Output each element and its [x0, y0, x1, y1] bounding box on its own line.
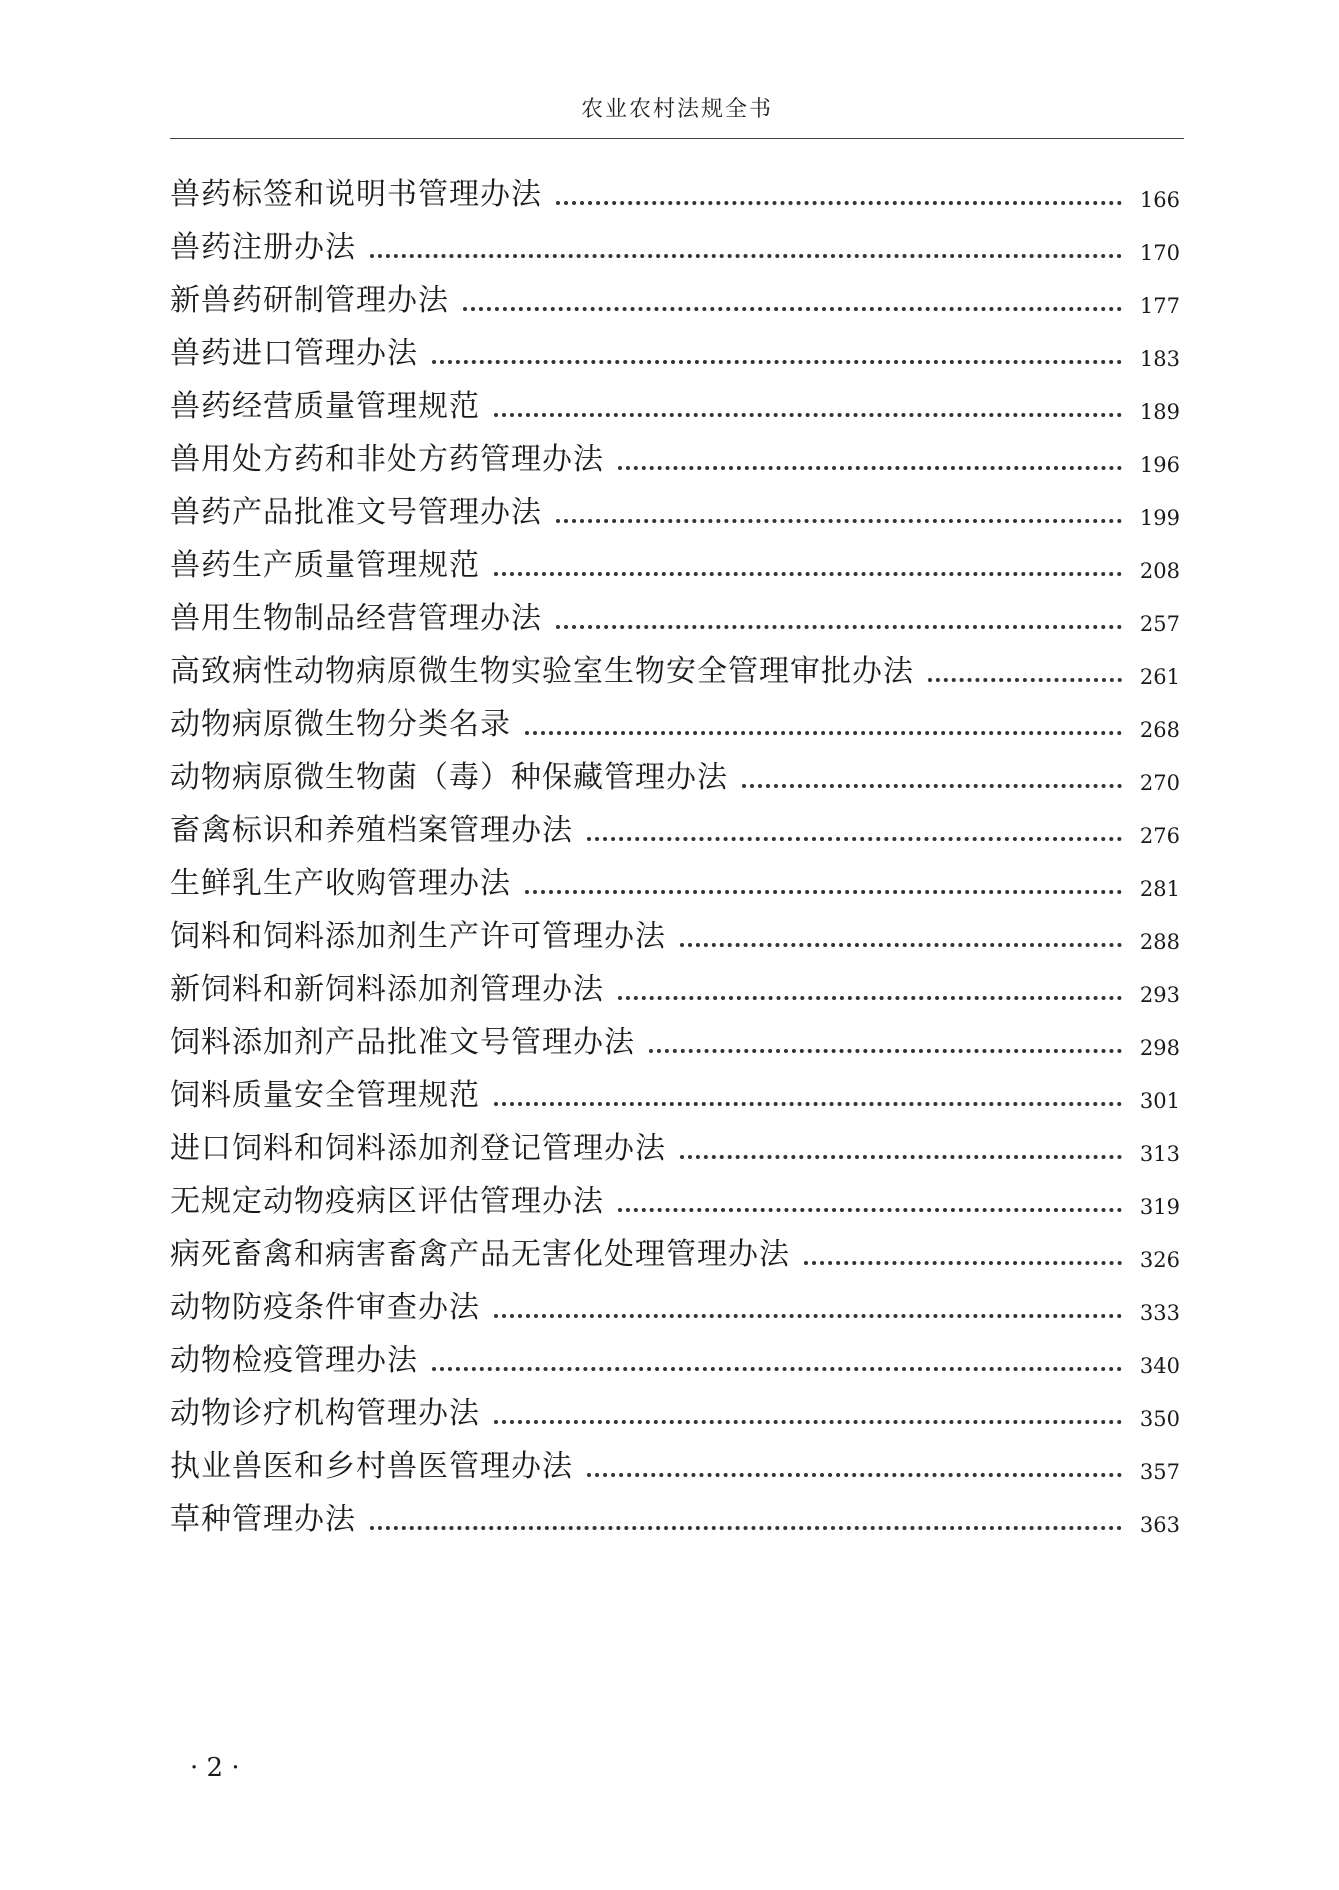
toc-entry[interactable] [170, 957, 1180, 1010]
toc-entry[interactable] [170, 1275, 1180, 1328]
toc-entry-title: 兽药进口管理办法 [170, 336, 418, 371]
toc-entry-page-number: 183 [1139, 347, 1180, 371]
toc-entry-page-number: 301 [1139, 1089, 1180, 1113]
dot-leader [494, 1314, 1122, 1318]
toc-entry-title: 动物病原微生物分类名录 [170, 707, 511, 742]
toc-entry[interactable] [170, 1063, 1180, 1116]
toc-entry-title: 动物病原微生物菌（毒）种保藏管理办法 [170, 760, 728, 795]
toc-entry-page-number: 293 [1139, 983, 1180, 1007]
toc-entry[interactable] [170, 1116, 1180, 1169]
dot-leader [928, 678, 1122, 682]
toc-entry-title: 进口饲料和饲料添加剂登记管理办法 [170, 1131, 666, 1166]
toc-entry-page-number: 170 [1139, 241, 1180, 265]
toc-entry-title: 生鲜乳生产收购管理办法 [170, 866, 511, 901]
toc-entry[interactable] [170, 480, 1180, 533]
toc-entry[interactable] [170, 745, 1180, 798]
toc-entry-title: 执业兽医和乡村兽医管理办法 [170, 1449, 573, 1484]
toc-entry-page-number: 270 [1139, 771, 1180, 795]
toc-entry-title: 动物诊疗机构管理办法 [170, 1396, 480, 1431]
toc-entry[interactable] [170, 533, 1180, 586]
toc-entry[interactable] [170, 586, 1180, 639]
toc-entry-page-number: 257 [1139, 612, 1180, 636]
dot-leader [494, 572, 1122, 576]
toc-entry-title: 动物检疫管理办法 [170, 1343, 418, 1378]
toc-entry-title: 饲料质量安全管理规范 [170, 1078, 480, 1113]
toc-entry[interactable] [170, 1222, 1180, 1275]
dot-leader [649, 1049, 1122, 1053]
table-of-contents [170, 162, 1180, 1540]
dot-leader [556, 625, 1122, 629]
toc-entry-title: 兽药注册办法 [170, 230, 356, 265]
toc-entry-title: 饲料添加剂产品批准文号管理办法 [170, 1025, 635, 1060]
toc-entry-page-number: 350 [1139, 1407, 1180, 1431]
toc-entry-page-number: 288 [1139, 930, 1180, 954]
toc-entry[interactable] [170, 162, 1180, 215]
dot-leader [587, 837, 1122, 841]
toc-entry-page-number: 298 [1139, 1036, 1180, 1060]
dot-leader [370, 254, 1122, 258]
toc-entry-title: 无规定动物疫病区评估管理办法 [170, 1184, 604, 1219]
toc-entry-page-number: 208 [1139, 559, 1180, 583]
toc-entry-title: 兽药产品批准文号管理办法 [170, 495, 542, 530]
page-number: · 2 · [190, 1753, 240, 1783]
dot-leader [618, 1208, 1122, 1212]
dot-leader [494, 1420, 1122, 1424]
dot-leader [587, 1473, 1122, 1477]
toc-entry-page-number: 177 [1139, 294, 1180, 318]
toc-entry-page-number: 326 [1139, 1248, 1180, 1272]
toc-entry[interactable] [170, 692, 1180, 745]
dot-leader [618, 466, 1122, 470]
toc-entry-page-number: 268 [1139, 718, 1180, 742]
dot-leader [556, 201, 1122, 205]
toc-entry-title: 动物防疫条件审查办法 [170, 1290, 480, 1325]
toc-entry-title: 兽药生产质量管理规范 [170, 548, 480, 583]
toc-entry[interactable] [170, 851, 1180, 904]
toc-entry[interactable] [170, 1487, 1180, 1540]
toc-entry[interactable] [170, 904, 1180, 957]
toc-entry[interactable] [170, 215, 1180, 268]
toc-entry-page-number: 313 [1139, 1142, 1180, 1166]
dot-leader [370, 1526, 1122, 1530]
dot-leader [432, 1367, 1122, 1371]
dot-leader [494, 413, 1122, 417]
toc-entry[interactable] [170, 321, 1180, 374]
toc-entry-title: 兽药标签和说明书管理办法 [170, 177, 542, 212]
toc-entry-page-number: 357 [1139, 1460, 1180, 1484]
dot-leader [680, 1155, 1122, 1159]
toc-entry-page-number: 189 [1139, 400, 1180, 424]
toc-entry-page-number: 166 [1139, 188, 1180, 212]
toc-entry-title: 草种管理办法 [170, 1502, 356, 1537]
toc-entry-title: 饲料和饲料添加剂生产许可管理办法 [170, 919, 666, 954]
running-header: 农业农村法规全书 [170, 92, 1184, 139]
toc-entry[interactable] [170, 639, 1180, 692]
dot-leader [618, 996, 1122, 1000]
toc-entry-title: 新兽药研制管理办法 [170, 283, 449, 318]
dot-leader [680, 943, 1122, 947]
toc-entry[interactable] [170, 1169, 1180, 1222]
dot-leader [742, 784, 1122, 788]
toc-entry-title: 兽药经营质量管理规范 [170, 389, 480, 424]
toc-entry-title: 畜禽标识和养殖档案管理办法 [170, 813, 573, 848]
toc-entry-page-number: 333 [1139, 1301, 1180, 1325]
toc-entry-title: 高致病性动物病原微生物实验室生物安全管理审批办法 [170, 654, 914, 689]
dot-leader [463, 307, 1122, 311]
toc-entry-page-number: 276 [1139, 824, 1180, 848]
toc-entry-title: 兽用生物制品经营管理办法 [170, 601, 542, 636]
toc-entry-page-number: 261 [1139, 665, 1180, 689]
toc-entry[interactable] [170, 798, 1180, 851]
toc-entry[interactable] [170, 1328, 1180, 1381]
toc-entry-page-number: 281 [1139, 877, 1180, 901]
toc-entry-page-number: 340 [1139, 1354, 1180, 1378]
toc-entry[interactable] [170, 268, 1180, 321]
toc-entry[interactable] [170, 1381, 1180, 1434]
toc-entry-title: 病死畜禽和病害畜禽产品无害化处理管理办法 [170, 1237, 790, 1272]
toc-entry-title: 新饲料和新饲料添加剂管理办法 [170, 972, 604, 1007]
dot-leader [556, 519, 1122, 523]
toc-entry-page-number: 363 [1139, 1513, 1180, 1537]
toc-entry-page-number: 199 [1139, 506, 1180, 530]
toc-entry[interactable] [170, 427, 1180, 480]
toc-entry-page-number: 319 [1139, 1195, 1180, 1219]
dot-leader [525, 890, 1122, 894]
dot-leader [525, 731, 1122, 735]
toc-entry-page-number: 196 [1139, 453, 1180, 477]
toc-entry[interactable] [170, 1434, 1180, 1487]
dot-leader [432, 360, 1122, 364]
toc-entry[interactable] [170, 1010, 1180, 1063]
toc-entry-title: 兽用处方药和非处方药管理办法 [170, 442, 604, 477]
dot-leader [494, 1102, 1122, 1106]
dot-leader [804, 1261, 1122, 1265]
toc-entry[interactable] [170, 374, 1180, 427]
